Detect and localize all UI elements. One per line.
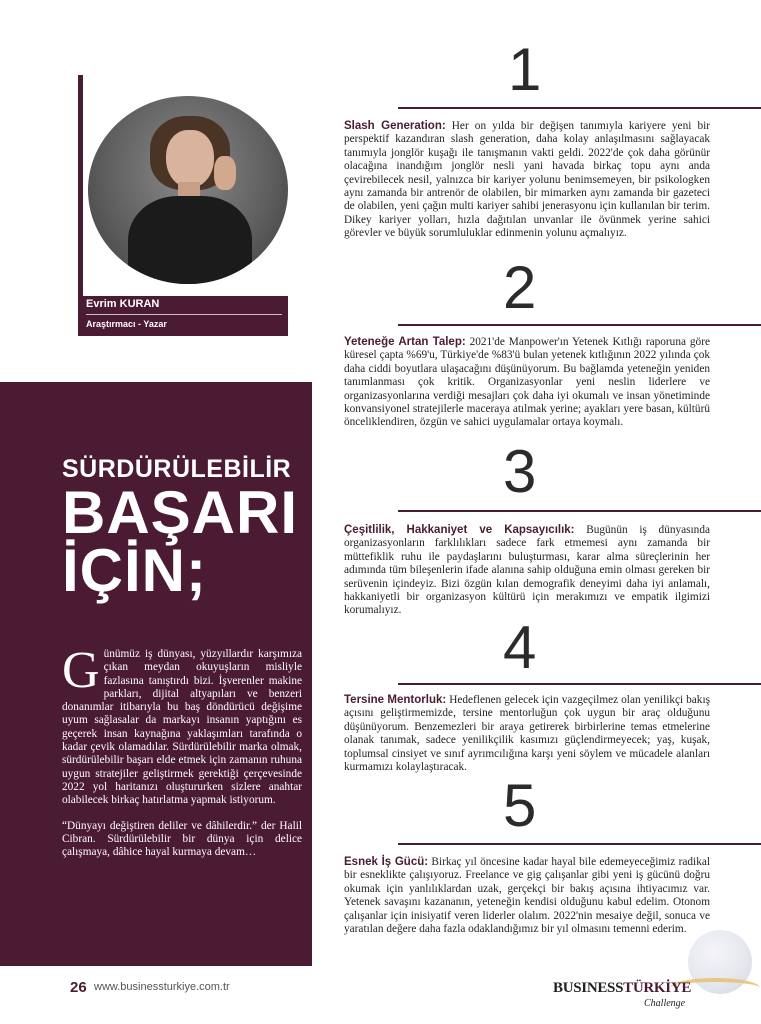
photo-face bbox=[166, 130, 214, 188]
section-2 bbox=[344, 336, 710, 430]
section-3-body bbox=[344, 524, 710, 618]
section-1-body bbox=[344, 120, 710, 241]
section-1 bbox=[344, 120, 710, 241]
section-3-text: Bugünün iş dünyasında organizasyonların farklılıkları sadece fark etmemesi aynı zamanda bir müttefiklik ruhu ile paydaşlarını buluşturması, karar alma süreçlerinin her adımında tüm bileşenlerin ifade alanına sahip olduğuna emin olması gereken bir serüvenin içindeyiz. Bizi özgün kılan demografik deneyimi daha iyi anlamalı, hakkaniyetli bir organizasyon kültürü için merakımızı ve empatik ilgimizi korumalıyız. bbox=[344, 524, 710, 617]
section-rule-1 bbox=[398, 107, 761, 109]
section-2-title: Yeteneğe Artan Talep: bbox=[344, 336, 466, 348]
intro-paragraph-1-text: ünümüz iş dünyası, yüzyıllardır karşımıza çıkan meydan okuyuşların misliyle fazlasına tanıştırdı bizi. İşverenler makine parkları, dijital altyapıları ve benzeri donanımlar itibarıyla bu baş döndürücü değişime uyum sağlasalar da markayı insanın yaptığını es geçerek insan kaynağına yaklaşımları tarafında o kadar çevik olamadılar. Sürdürülebilir marka olmak, sürdürülebilir başarı elde etmek için zamanın ruhuna uygun stratejiler geliştirmek gerektiği çerçevesinde 2022 yol haritanızı oluştururken sizlere anahtar olabilecek birkaç hatırlatma yapmak istiyorum. bbox=[62, 648, 302, 807]
section-3 bbox=[344, 524, 710, 618]
author-frame-line bbox=[78, 75, 83, 315]
author-role: Araştırmacı - Yazar bbox=[86, 319, 167, 329]
brand-subtitle: Challenge bbox=[644, 998, 686, 1009]
section-rule-3 bbox=[398, 510, 761, 512]
headline-line-1: SÜRDÜRÜLEBİLİR bbox=[62, 455, 292, 483]
headline bbox=[62, 454, 299, 604]
author-name: Evrim KURAN bbox=[86, 298, 160, 310]
intro-paragraph-2: “Dünyayı değiştiren deliler ve dâhilerdir.” der Halil Cibran. Sürdürülebilir bir dünya için delice çalışmaya, dâhice hayal kurmaya devam… bbox=[62, 819, 302, 859]
section-5-text: Birkaç yıl öncesine kadar hayal bile edemeyeceğimiz radikal bir esneklikte çalışıyoruz. Freelance ve gig çalışanlar gibi yeni iş gücünü doğru okumak için yanlılıklardan uzak, gerçekçi bir bakış açısına ihtiyacımız var. Yetenek savaşını kazananın, yeteneğin kendisi olduğunu kabul edelim. Otonom çalışanlar için inisiyatif veren liderler olalım. 2022'nin mesaiye değil, sonuca ve yaratılan değere daha fazla odaklandığımız bir yıl olmasını temenni ederim. bbox=[344, 856, 710, 936]
section-4-body bbox=[344, 694, 710, 774]
section-number-5: 5 bbox=[503, 772, 537, 839]
section-rule-2 bbox=[398, 324, 761, 326]
section-rule-5 bbox=[398, 843, 761, 845]
author-photo bbox=[88, 96, 288, 284]
author-divider bbox=[86, 314, 282, 315]
brand-logo bbox=[553, 980, 691, 997]
section-1-title: Slash Generation: bbox=[344, 120, 446, 132]
section-rule-4 bbox=[398, 683, 761, 685]
section-number-1: 1 bbox=[508, 36, 542, 103]
intro-dropcap: G bbox=[62, 642, 100, 699]
section-3-title: Çeşitlilik, Hakkaniyet ve Kapsayıcılık: bbox=[344, 524, 575, 536]
section-number-4: 4 bbox=[503, 614, 537, 681]
brand-business: BUSINESS bbox=[553, 980, 624, 996]
intro-text bbox=[62, 642, 302, 859]
section-4-title: Tersine Mentorluk: bbox=[344, 694, 447, 706]
headline-line-2: BAŞARI bbox=[62, 479, 299, 546]
page-number: 26 bbox=[70, 979, 87, 996]
section-1-text: Her on yılda bir değişen tanımıyla kariyere yeni bir perspektif kazandıran slash generation, daha kolay anlaşılmasını sağlayacak tanımıyla jonglör kuşağı ile tanışmanın vakti geldi. 2022'de çok daha görünür olacağına inandığım jonglör nesli yani havada birkaç topu aynı anda çevirebilecek nesil, yalnızca bir kariyer yolunu benimsemeyen, bir psikologken aynı zamanda bir antrenör de olabilen, bir mimarken aynı zamanda bir gazeteci de olabilen, yeni çağın multi kariyer sahibi jenerasyonu için kullanılan bir terim. Dikey kariyer yolları, hızla dağıtılan unvanlar ile övünmek yerine sahici görevler ve büyük sorumluluklar edinmenin yolunu açmalıyız. bbox=[344, 120, 710, 240]
intro-paragraph-1 bbox=[62, 642, 302, 808]
section-number-3: 3 bbox=[503, 438, 537, 505]
headline-line-3: İÇİN; bbox=[62, 537, 207, 604]
section-5 bbox=[344, 856, 710, 936]
section-number-2: 2 bbox=[503, 254, 537, 321]
footer-url: www.businessturkiye.com.tr bbox=[94, 981, 230, 993]
brand-turkiye: TÜRKİYE bbox=[623, 980, 692, 996]
section-2-text: 2021'de Manpower'ın Yetenek Kıtlığı raporuna göre küresel çapta %69'u, Türkiye'de %83'ü bulan yetenek kıtlığının 2022 yılında çok daha ciddi boyutlara ulaşacağını düşünüyorum. Bu bağlamda yeteneğin yeniden tanımlanması çok kritik. Organizasyonlar yeni neslin liderlere ve organizasyonlarına verdiği mesajları çok daha iyi okumalı ve insan yönetiminde konvansiyonel stratejilerle maceraya atılmak yerine; ayakları yere basan, kültürü önceliklendiren, özgün ve sahici uygulamalar ortaya koymalı. bbox=[344, 336, 710, 429]
photo-hand bbox=[214, 156, 236, 190]
section-4 bbox=[344, 694, 710, 774]
photo-body bbox=[128, 196, 252, 284]
section-2-body bbox=[344, 336, 710, 430]
section-4-text: Hedeflenen gelecek için vazgeçilmez olan yenilikçi bakış açısını geliştirmemizde, tersine mentorluğun çok uygun bir araç olduğunu düşünüyorum. Benzemezleri bir araya getirerek birbirlerine temas etmelerine olanak tanımak, sadece yenilikçilik kasımızı güçlendirmeyecek; yaş, kuşak, toplumsal cinsiyet ve sınıf ayrımcılığına karşı yeni söylem ve mücadele alanları kurmamızı kolaylaştıracak. bbox=[344, 694, 710, 774]
section-5-body bbox=[344, 856, 710, 936]
section-5-title: Esnek İş Gücü: bbox=[344, 856, 429, 868]
